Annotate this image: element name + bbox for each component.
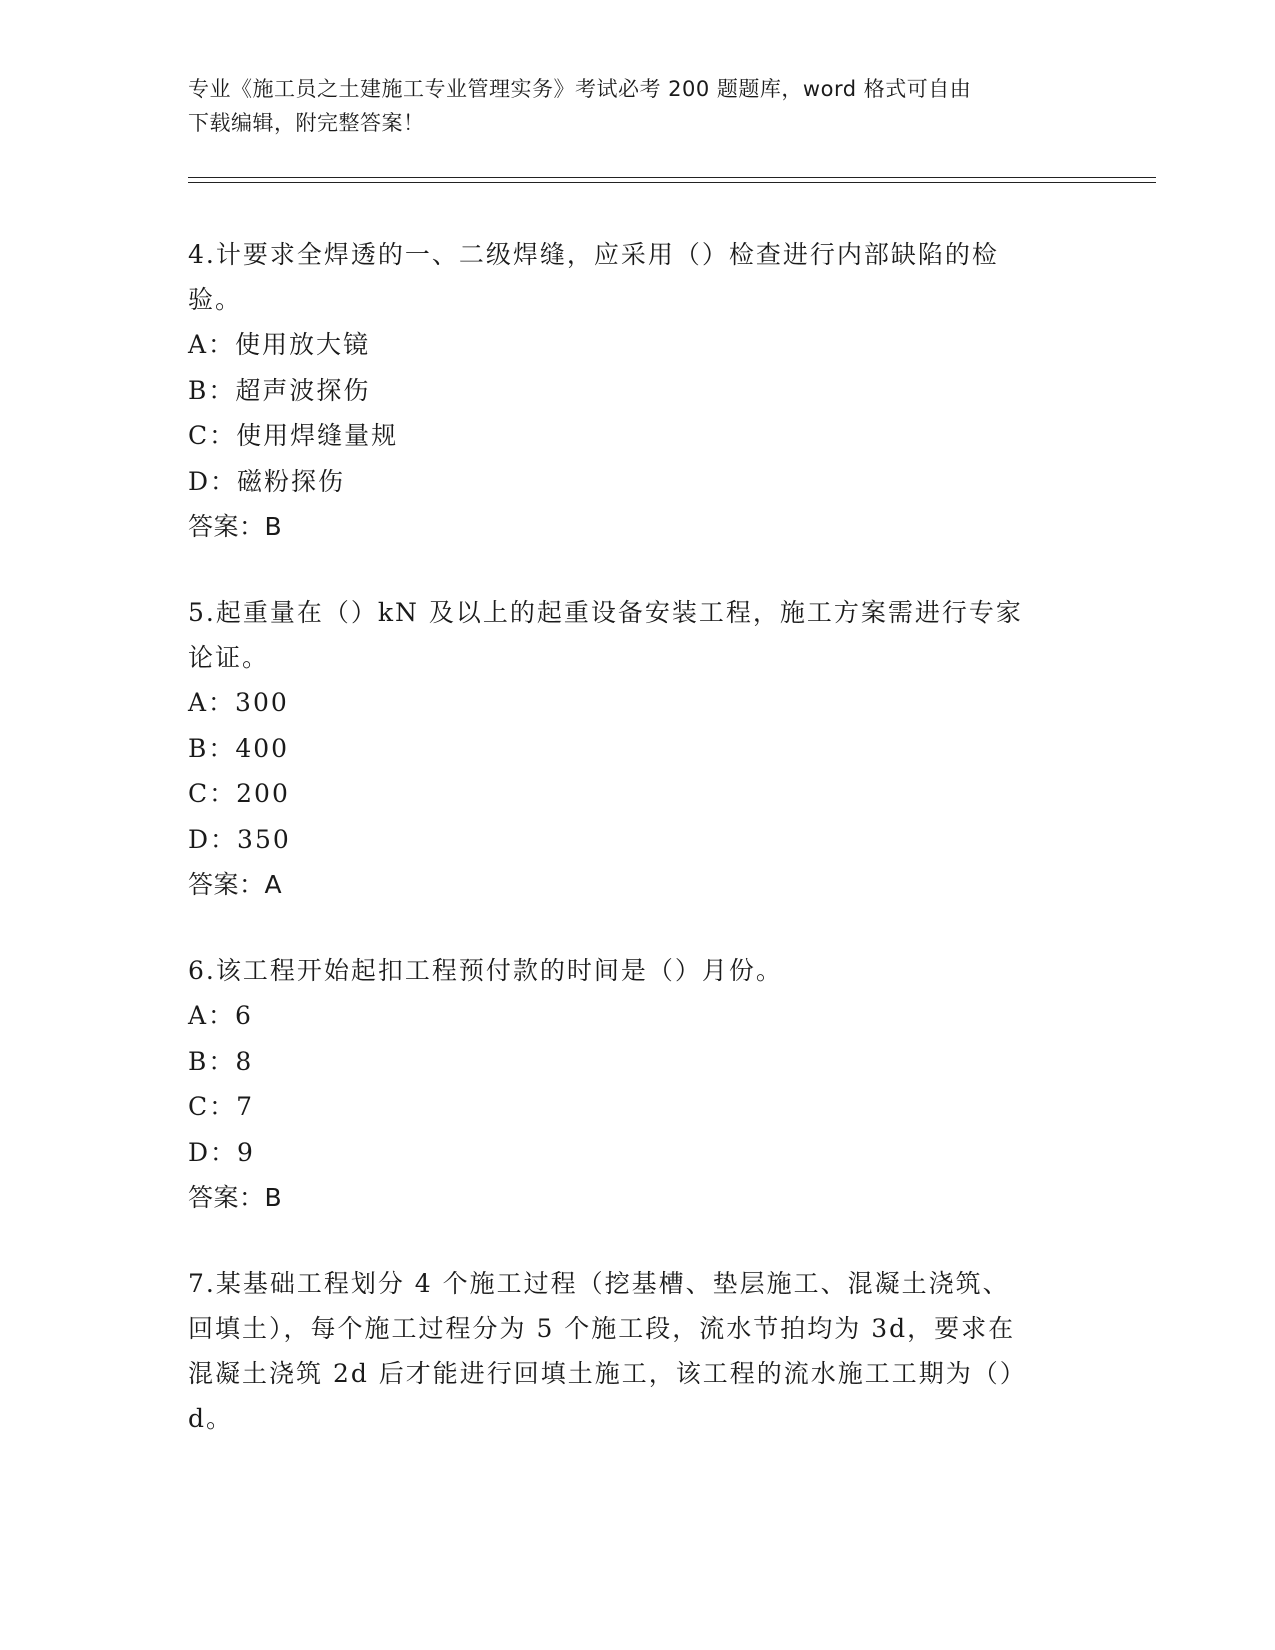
answer-label: 答案：B: [188, 1183, 283, 1212]
stem-line: 4.计要求全焊透的一、二级焊缝，应采用（）检查进行内部缺陷的检: [188, 240, 999, 269]
question-stem: [188, 232, 1068, 322]
question-stem: [188, 948, 1068, 993]
stem-line: 验。: [188, 285, 243, 314]
option-d: D：350: [188, 824, 291, 854]
option-c: C：使用焊缝量规: [188, 421, 399, 450]
answer-label: 答案：A: [188, 870, 283, 899]
stem-line: 6.该工程开始起扣工程预付款的时间是（）月份。: [188, 956, 783, 985]
answer-label: 答案：B: [188, 512, 283, 541]
option-b: B：400: [188, 733, 290, 763]
option-c: C：200: [188, 779, 290, 808]
option-d: D：9: [188, 1137, 255, 1167]
question-5: [188, 590, 1068, 908]
question-stem: [188, 590, 1068, 680]
header-line-2: 下载编辑，附完整答案！: [188, 111, 425, 135]
option-d: D：磁粉探伤: [188, 466, 346, 496]
option-a: A：使用放大镜: [188, 330, 371, 359]
stem-line: 回填土），每个施工过程分为 5 个施工段，流水节拍均为 3d，要求在: [188, 1314, 1016, 1343]
question-list: [188, 232, 1068, 1481]
question-6: [188, 948, 1068, 1221]
option-b: B：超声波探伤: [188, 375, 371, 405]
header-divider-bottom: [188, 182, 1156, 183]
stem-line: 5.起重量在（）kN 及以上的起重设备安装工程，施工方案需进行专家: [188, 598, 1023, 627]
document-header: [188, 72, 1068, 140]
option-a: A：300: [188, 688, 289, 717]
stem-line: 7.某基础工程划分 4 个施工过程（挖基槽、垫层施工、混凝土浇筑、: [188, 1269, 1010, 1298]
option-c: C：7: [188, 1092, 255, 1121]
header-divider-top: [188, 177, 1156, 178]
stem-line: 混凝土浇筑 2d 后才能进行回填土施工，该工程的流水施工工期为（）: [188, 1359, 1027, 1388]
stem-line: d。: [188, 1404, 234, 1433]
option-b: B：8: [188, 1046, 254, 1076]
stem-line: 论证。: [188, 643, 270, 672]
question-4: [188, 232, 1068, 550]
option-a: A：6: [188, 1001, 253, 1030]
question-stem: [188, 1261, 1068, 1441]
question-7: [188, 1261, 1068, 1441]
header-line-1: 专业《施工员之土建施工专业管理实务》考试必考 200 题题库，word 格式可自由: [188, 77, 972, 101]
